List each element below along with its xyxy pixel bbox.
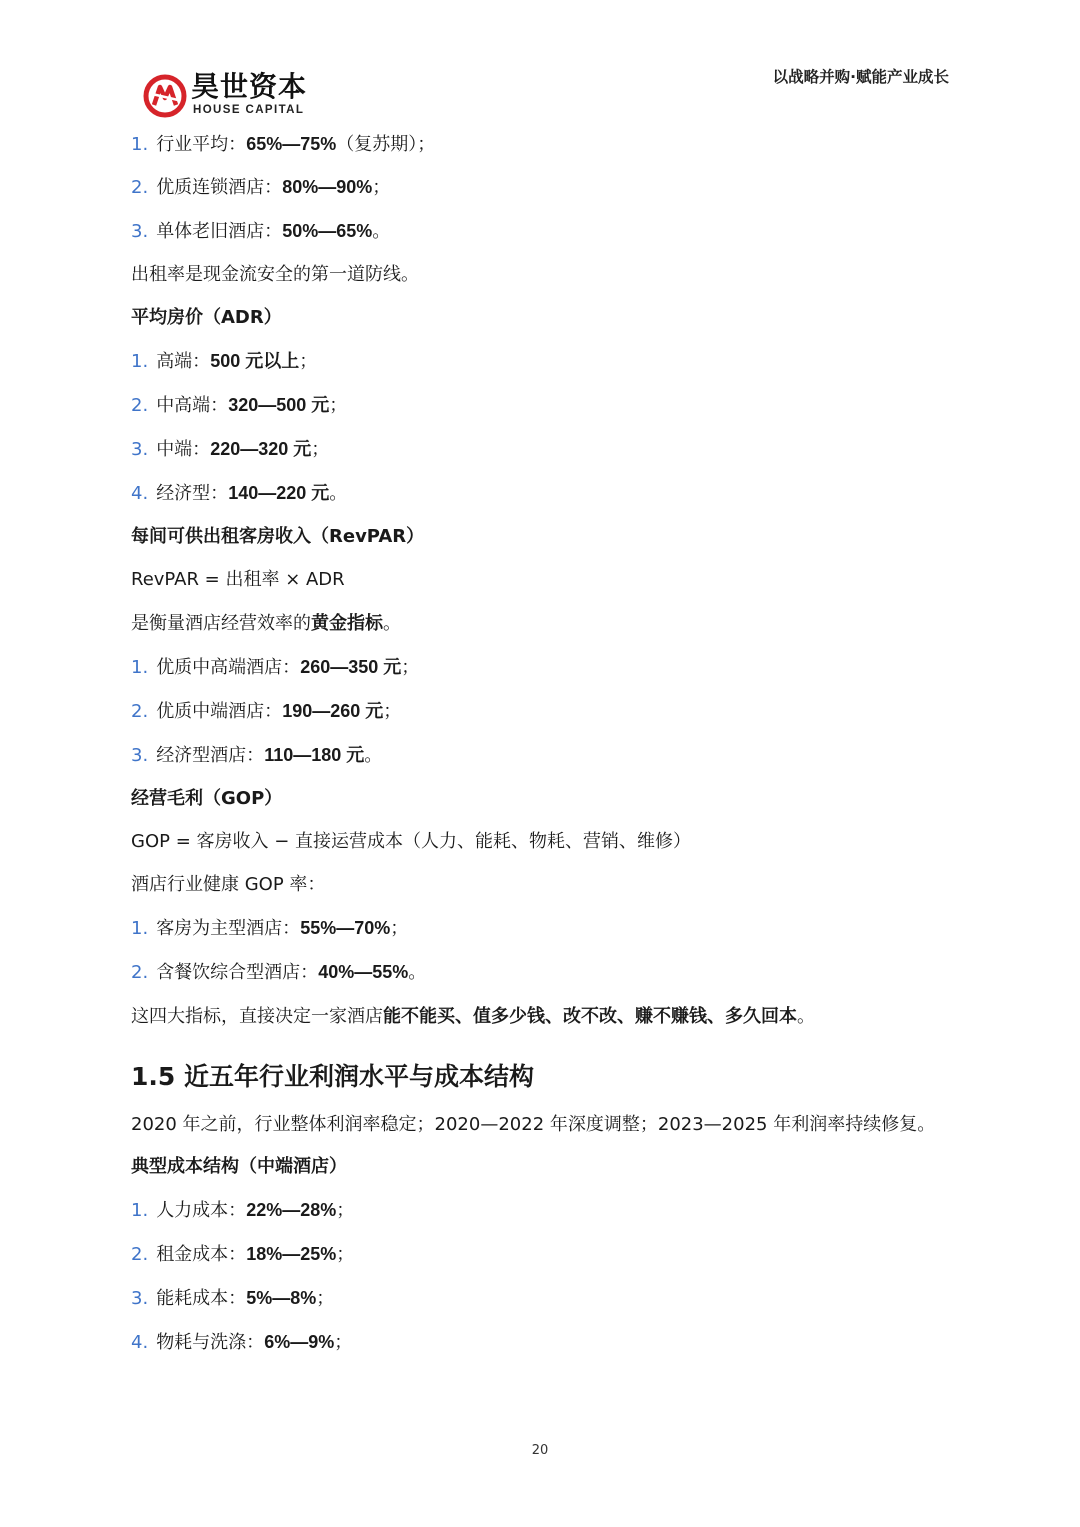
section-paragraph: 2020 年之前，行业整体利润率稳定；2020—2022 年深度调整；2023—2025 年利润率持续修复。 — [131, 1114, 936, 1135]
list-item: 1. 优质中高端酒店：260—350 元； — [131, 657, 420, 678]
cost-structure-heading: 典型成本结构（中端酒店） — [131, 1156, 347, 1177]
list-item: 2. 优质连锁酒店：80%—90%； — [131, 177, 391, 198]
gop-formula: GOP = 客房收入 − 直接运营成本（人力、能耗、物耗、营销、维修） — [131, 831, 692, 852]
gop-heading: 经营毛利（GOP） — [131, 788, 283, 809]
list-item: 2. 含餐饮综合型酒店：40%—55%。 — [131, 962, 427, 983]
revpar-description: 是衡量酒店经营效率的黄金指标。 — [131, 613, 401, 634]
list-item: 3. 能耗成本：5%—8%； — [131, 1288, 335, 1309]
list-item: 4. 经济型：140—220 元。 — [131, 483, 348, 504]
company-logo — [143, 70, 313, 120]
list-item: 2. 优质中端酒店：190—260 元； — [131, 701, 402, 722]
list-item: 3. 中端：220—320 元； — [131, 439, 330, 460]
document-body — [131, 128, 951, 1357]
logo-chinese-name: 昊世资本 — [191, 70, 308, 103]
revpar-formula: RevPAR = 出租率 × ADR — [131, 569, 345, 590]
section-title: 1.5 近五年行业利润水平与成本结构 — [131, 1062, 534, 1091]
summary-text: 这四大指标，直接决定一家酒店能不能买、值多少钱、改不改、赚不赚钱、多久回本。 — [131, 1006, 815, 1027]
list-item: 1. 客房为主型酒店：55%—70%； — [131, 918, 409, 939]
gop-rate-label: 酒店行业健康 GOP 率： — [131, 874, 326, 895]
list-item: 3. 经济型酒店：110—180 元。 — [131, 745, 383, 766]
list-item: 1. 人力成本：22%—28%； — [131, 1200, 355, 1221]
list-item: 4. 物耗与洗涤：6%—9%； — [131, 1332, 353, 1353]
revpar-heading: 每间可供出租客房收入（RevPAR） — [131, 526, 425, 547]
adr-heading: 平均房价（ADR） — [131, 307, 282, 328]
logo-mark-icon — [143, 74, 187, 118]
page-number: 20 — [531, 1443, 549, 1458]
list-item: 2. 中高端：320—500 元； — [131, 395, 348, 416]
list-item: 2. 租金成本：18%—25%； — [131, 1244, 355, 1265]
occupancy-note: 出租率是现金流安全的第一道防线。 — [131, 264, 419, 285]
list-item: 1. 高端：500 元以上； — [131, 351, 318, 372]
page-header — [0, 0, 1080, 130]
list-item: 3. 单体老旧酒店：50%—65%。 — [131, 221, 391, 242]
list-item: 1. 行业平均：65%—75%（复苏期）； — [131, 134, 436, 155]
logo-english-name: HOUSE CAPITAL — [193, 104, 305, 116]
header-slogan: 以战略并购·赋能产业成长 — [772, 68, 949, 86]
